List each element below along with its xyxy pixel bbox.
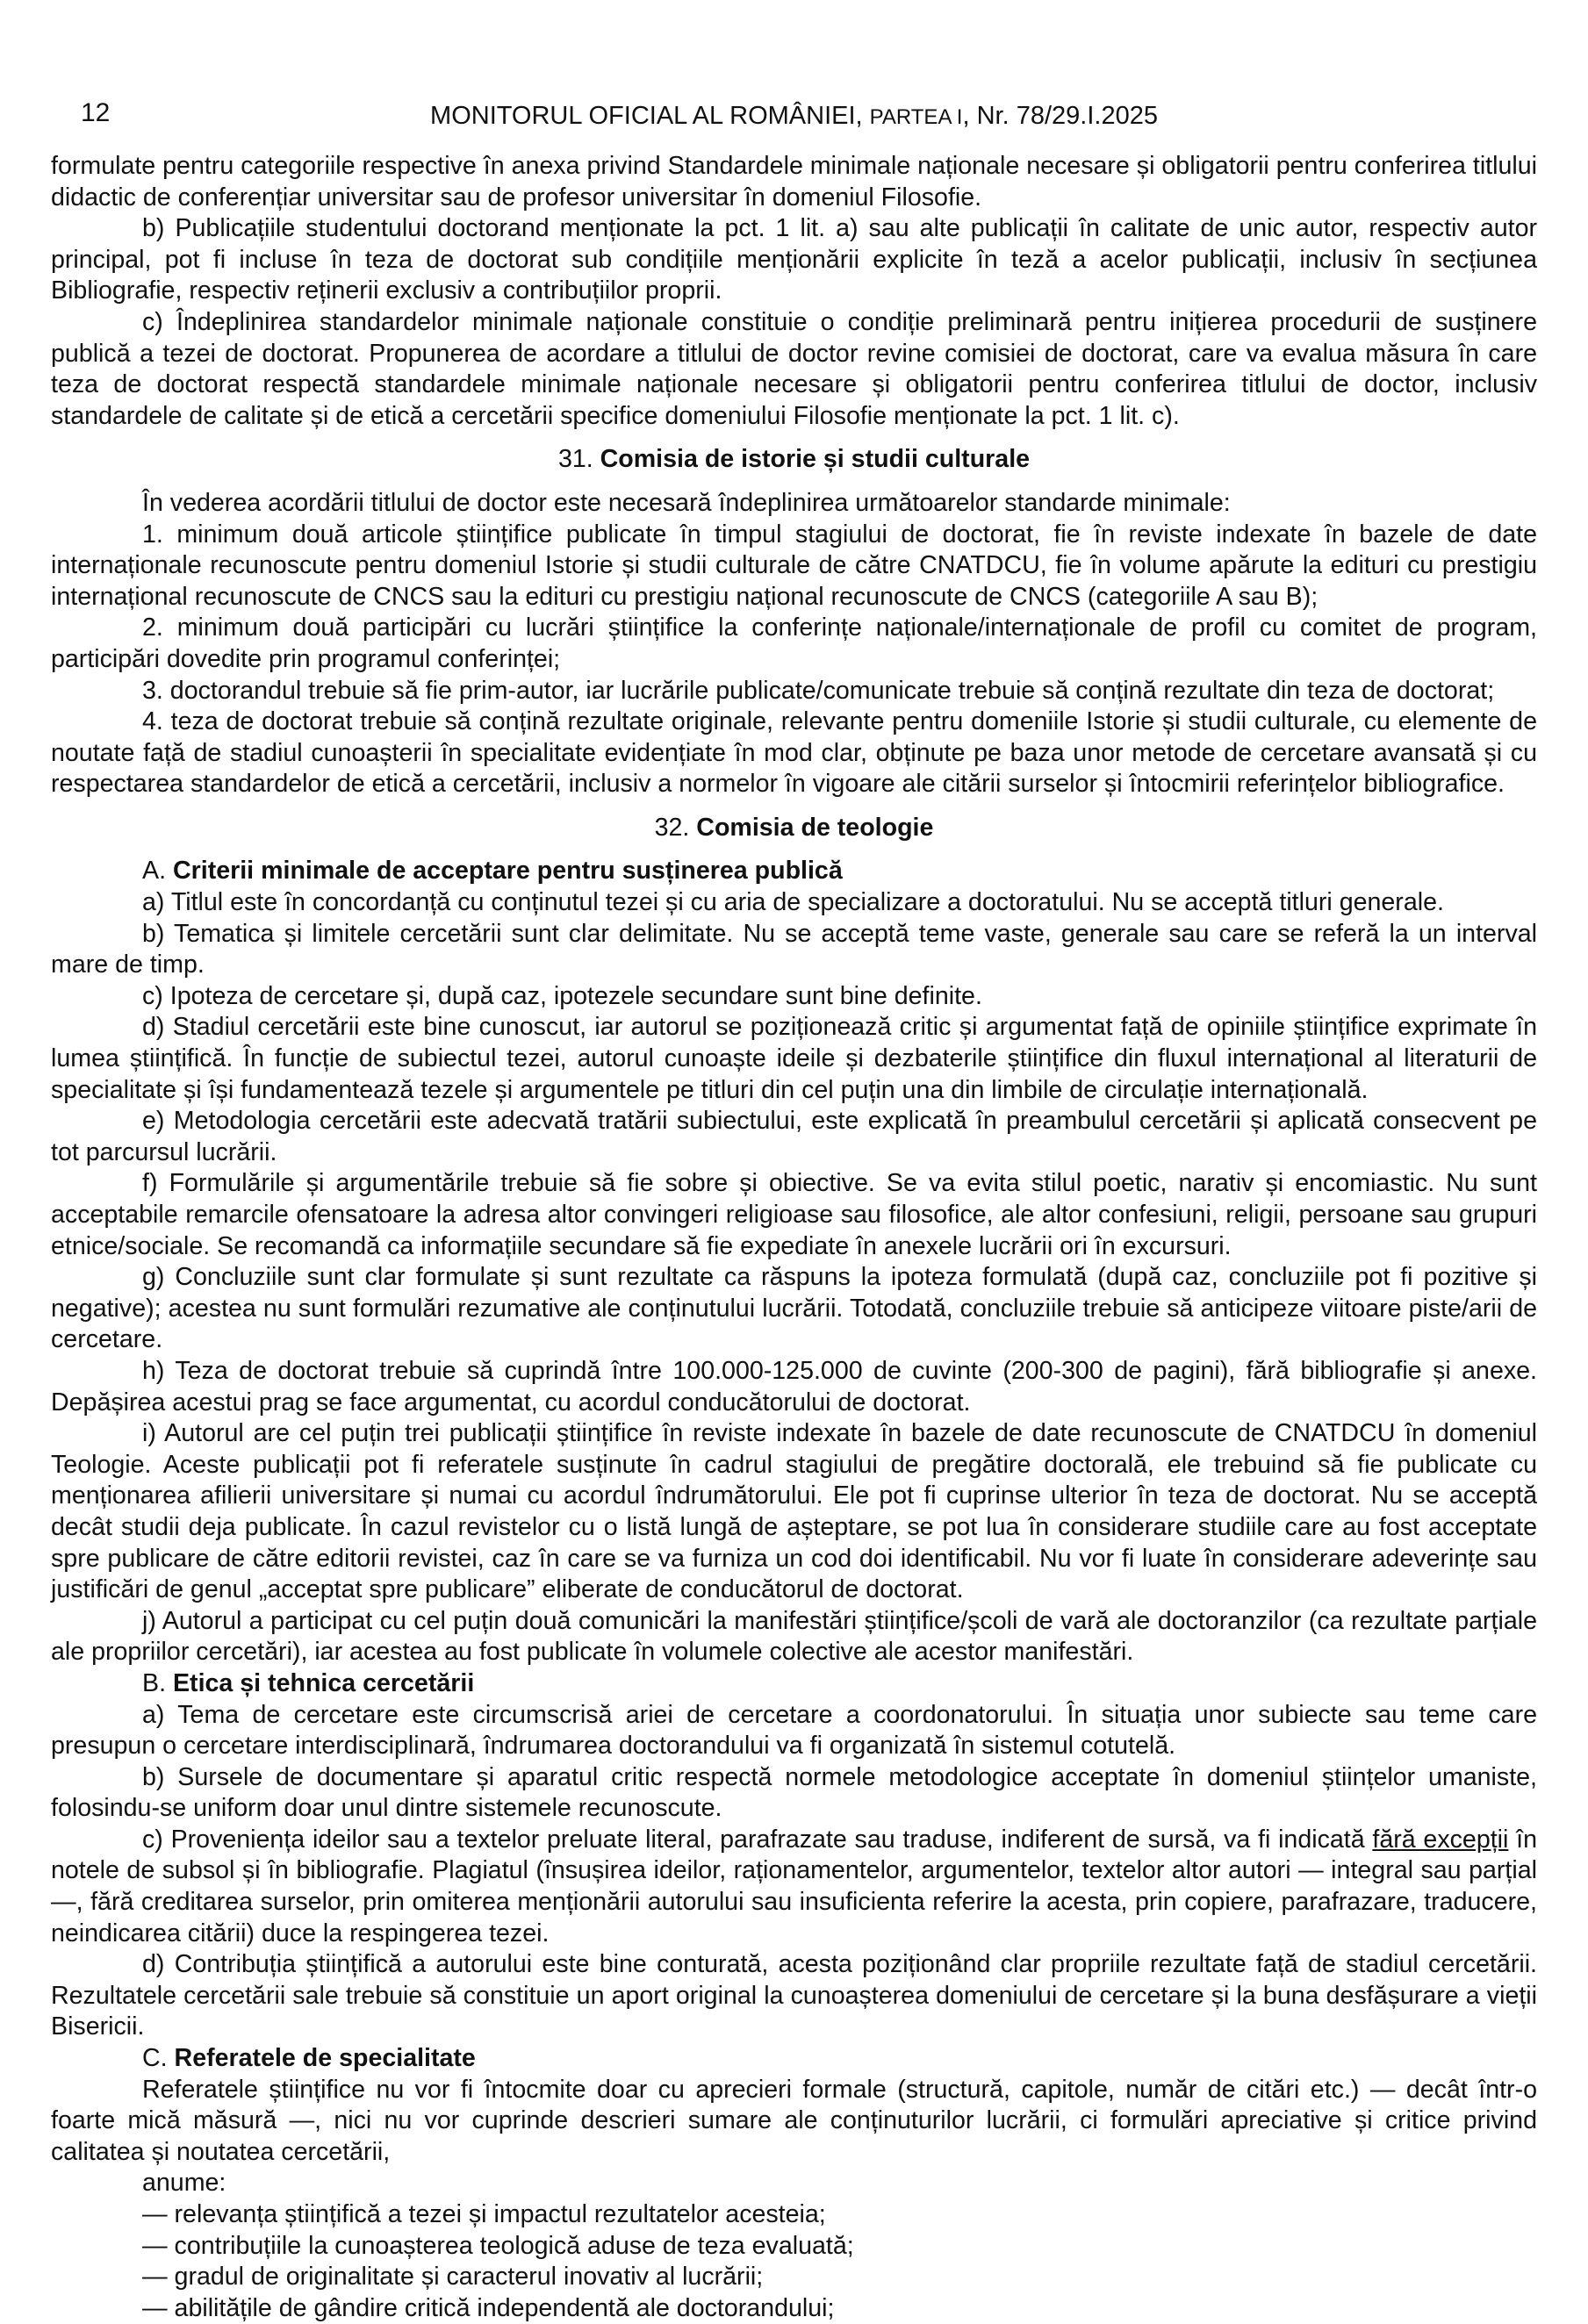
- paragraph: g) Concluziile sunt clar formulate și sunt rezultate ca răspuns la ipoteza formulată (după caz, concluziile pot fi pozitive și negative); acestea nu sunt formulări rezumative ale conținutului lucrării. Totodată, concluziile trebuie să anticipeze viitoare piste/arii de cercetare.: [51, 1263, 1537, 1354]
- subheading-title: Criterii minimale de acceptare pentru susținerea publică: [172, 857, 843, 886]
- section-title: Comisia de istorie și studii culturale: [600, 445, 1031, 474]
- subheading-c: [51, 2043, 1537, 2075]
- title-part: PARTEA I: [869, 105, 963, 129]
- subheading-letter: C.: [142, 2044, 175, 2073]
- paragraph: e) Metodologia cercetării este adecvată tratării subiectului, este explicată în preambulul cercetării și aplicată consecvent pe tot parcursul lucrării.: [51, 1107, 1537, 1166]
- section-heading-32: [51, 813, 1537, 844]
- title-main: MONITORUL OFICIAL AL ROMÂNIEI,: [430, 102, 870, 130]
- list-item: — relevanța științifică a tezei și impactul rezultatelor acesteia;: [142, 2200, 826, 2228]
- subheading-title: Etica și tehnica cercetării: [172, 1668, 475, 1697]
- section-heading-31: [51, 444, 1537, 476]
- underlined-text: fără excepții: [1372, 1825, 1509, 1854]
- paragraph: b) Sursele de documentare și aparatul critic respectă normele metodologice acceptate în domeniul științelor umaniste, folosindu-se uniform doar unul dintre sistemele recunoscute.: [51, 1762, 1537, 1823]
- page-header: [0, 98, 1588, 133]
- text-run: în notele de subsol și în bibliografie. Plagiatul (însușirea ideilor, raționamentelor, argumentelor, textelor altor autori — integral sau parțial —, fără creditarea surselor, prin omiterea menționării autorului sau insuficienta referire la acesta, prin copiere, parafrazare, traducere, neindicarea citării) duce la respingerea tezei.: [51, 1825, 1537, 1947]
- paragraph: b) Tematica și limitele cercetării sunt clar delimitate. Nu se acceptă teme vaste, generale sau care se referă la un interval mare de timp.: [51, 919, 1537, 979]
- paragraph: 1. minimum două articole științifice publicate în timpul stagiului de doctorat, fie în reviste indexate în bazele de date internaționale recunoscute pentru domeniul Istorie și studii culturale de către CNATDCU, fie în volume apărute la edituri cu prestigiu internațional recunoscute de CNCS sau la edituri cu prestigiu național recunoscute de CNCS (categoriile A sau B);: [51, 520, 1537, 611]
- subheading-b: [51, 1668, 1537, 1700]
- paragraph: c) Îndeplinirea standardelor minimale naționale constituie o condiție preliminară pentru inițierea procedurii de susținere publică a tezei de doctorat. Propunerea de acordare a titlului de doctor revine comisiei de doctorat, care va evalua măsura în care teza de doctorat respectă standardele minimale naționale necesare și obligatorii pentru conferirea titlului de doctor, inclusiv standardele de calitate și de etică a cercetării specifice domeniului Filosofie menționate la pct. 1 lit. c).: [51, 307, 1537, 430]
- subheading-letter: A.: [142, 857, 173, 886]
- subheading-a: [51, 856, 1537, 887]
- paragraph: formulate pentru categoriile respective în anexa privind Standardele minimale naționale necesare și obligatorii pentru conferirea titlului didactic de conferențiar universitar sau de profesor universitar în domeniul Filosofie.: [51, 152, 1537, 212]
- section-number: 31.: [557, 445, 600, 474]
- list-item: — abilitățile de gândire critică independentă ale doctorandului;: [142, 2293, 835, 2322]
- paragraph: c) Ipoteza de cercetare și, după caz, ipotezele secundare sunt bine definite.: [142, 981, 982, 1010]
- list-item: — contribuțiile la cunoașterea teologică aduse de teza evaluată;: [142, 2231, 854, 2260]
- text-run: c) Proveniența ideilor sau a textelor preluate literal, parafrazate sau traduse, indiferent de sursă, va fi indicată: [142, 1825, 1373, 1854]
- page-number: 12: [81, 98, 111, 127]
- paragraph: b) Publicațiile studentului doctorand menționate la pct. 1 lit. a) sau alte publicații în calitate de unic autor, respectiv autor principal, pot fi incluse în teza de doctorat sub condițiile menționării explicite în teză a acelor publicații, inclusiv în secțiunea Bibliografie, respectiv reținerii exclusiv a contribuțiilor proprii.: [51, 214, 1537, 305]
- title-issue: , Nr. 78/29.I.2025: [962, 102, 1158, 130]
- paragraph: 2. minimum două participări cu lucrări științifice la conferințe naționale/internaționale de profil cu comitet de program, participări dovedite prin programul conferinței;: [51, 613, 1537, 673]
- paragraph: d) Stadiul cercetării este bine cunoscut, iar autorul se poziționează critic și argumentat față de opiniile științifice exprimate în lumea științifică. În funcție de subiectul tezei, autorul cunoaște ideile și dezbaterile științifice din fluxul internațional al literaturii de specialitate și își fundamentează tezele și argumentele pe titluri din cel puțin una din limbile de circulație internațională.: [51, 1013, 1537, 1104]
- document-body: [51, 151, 1537, 2324]
- subheading-letter: B.: [142, 1668, 173, 1697]
- paragraph: j) Autorul a participat cu cel puțin două comunicări la manifestări științifice/școli de vară ale doctoranzilor (ca rezultate parțiale ale propriilor cercetări), iar acestea au fost publicate în volumele colective ale acestor manifestări.: [51, 1606, 1537, 1667]
- paragraph: d) Contribuția științifică a autorului este bine conturată, acesta poziționând clar propriile rezultate față de stadiul cercetării. Rezultatele cercetării sale trebuie să constituie un aport original la cunoașterea domeniului de cercetare și la buna desfășurare a vieții Bisericii.: [51, 1950, 1537, 2041]
- paragraph: h) Teza de doctorat trebuie să cuprindă între 100.000-125.000 de cuvinte (200-300 de pagini), fără bibliografie și anexe. Depășirea acestui prag se face argumentat, cu acordul conducătorului de doctorat.: [51, 1356, 1537, 1417]
- paragraph: f) Formulările și argumentările trebuie să fie sobre și obiective. Se va evita stilul poetic, narativ și encomiastic. Nu sunt acceptabile remarcile ofensatoare la adresa altor convingeri religioase sau filosofice, ale altor confesiuni, religii, persoane sau grupuri etnice/sociale. Se recomandă ca informațiile secundare să fie expediate în anexele lucrării ori în excursuri.: [51, 1169, 1537, 1260]
- subheading-title: Referatele de specialitate: [174, 2044, 476, 2073]
- paragraph: i) Autorul are cel puțin trei publicații științifice în reviste indexate în bazele de date recunoscute de CNATDCU în domeniul Teologie. Aceste publicații pot fi referatele susținute în cadrul stagiului de pregătire doctorală, ele trebuind să fie publicate cu menționarea afilierii universitare și numai cu acordul îndrumătorului. Ele pot fi cuprinse ulterior în teza de doctorat. Nu se acceptă decât studii deja publicate. În cazul revistelor cu o listă lungă de așteptare, se pot lua în considerare studiile care au fost acceptate spre publicare de către editorii revistei, caz în care se va furniza un cod doi identificabil. Nu vor fi luate în considerare adeverințe sau justificări de genul „acceptat spre publicare” eliberate de conducătorul de doctorat.: [51, 1419, 1537, 1604]
- paragraph: a) Tema de cercetare este circumscrisă ariei de cercetare a coordonatorului. În situația unor subiecte sau teme care presupun o cercetare interdisciplinară, îndrumarea doctorandului va fi organizată în sistemul cotutelă.: [51, 1700, 1537, 1761]
- paragraph: a) Titlul este în concordanță cu conținutul tezei și cu aria de specializare a doctoratului. Nu se acceptă titluri generale.: [142, 888, 1444, 917]
- paragraph: [51, 1825, 1537, 1949]
- paragraph: În vederea acordării titlului de doctor este necesară îndeplinirea următoarelor standarde minimale:: [142, 488, 1231, 517]
- section-number: 32.: [654, 813, 697, 842]
- list-item: — gradul de originalitate și caracterul inovativ al lucrării;: [142, 2263, 764, 2292]
- paragraph: anume:: [142, 2169, 226, 2198]
- paragraph: 3. doctorandul trebuie să fie prim-autor, iar lucrările publicate/comunicate trebuie să conțină rezultate din teza de doctorat;: [142, 676, 1495, 705]
- section-title: Comisia de teologie: [696, 813, 934, 842]
- paragraph: Referatele științifice nu vor fi întocmite doar cu aprecieri formale (structură, capitole, număr de citări etc.) — decât într-o foarte mică măsură —, nici nu vor cuprinde descrieri sumare ale conținuturilor lucrării, ci formulări apreciative și critice privind calitatea și noutatea cercetării,: [51, 2075, 1537, 2166]
- paragraph: 4. teza de doctorat trebuie să conțină rezultate originale, relevante pentru domeniile Istorie și studii culturale, cu elemente de noutate față de stadiul cunoașterii în specialitate evidențiate în mod clar, obținute pe baza unor metode de cercetare avansată și cu respectarea standardelor de etică a cercetării, inclusiv a normelor în vigoare ale citării surselor și întocmirii referințelor bibliografice.: [51, 707, 1537, 799]
- publication-title: [0, 102, 1588, 131]
